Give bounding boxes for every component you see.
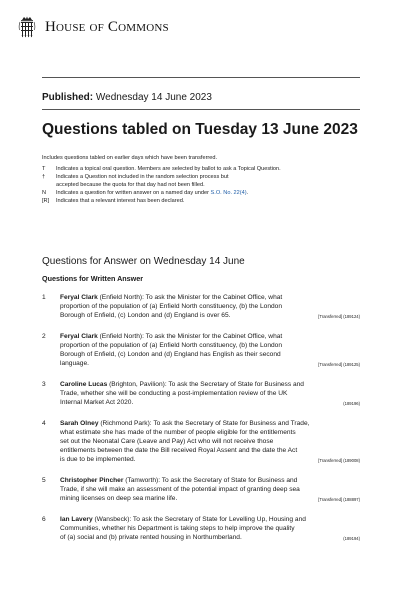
legend (42, 165, 281, 205)
question-text: (Tamworth): To ask the Secretary of State for Business and (123, 477, 298, 484)
question-number: 1 (42, 294, 46, 301)
question-reference: [Transferred] (189124) (318, 314, 360, 319)
question-text: entitlements between the date the Bill received Royal Assent and the date the Act (60, 447, 298, 454)
middle-divider (42, 109, 360, 110)
question-body (60, 419, 360, 464)
question-number: 5 (42, 477, 46, 484)
legend-text: Indicates that a relevant interest has been declared. (56, 198, 185, 204)
question-text: mining licenses on deep sea marine life. (60, 495, 178, 502)
legend-item-named-day (42, 189, 281, 197)
intro-text: Includes questions tabled on earlier days which have been transferred. (42, 155, 218, 161)
question-text: (Wansbeck): To ask the Secretary of State for Levelling Up, Housing and (92, 516, 306, 523)
portcullis-icon (17, 16, 37, 38)
question-body (60, 476, 360, 503)
question-reference: [Transferred] (189008) (318, 458, 360, 463)
published-label: Published: (42, 92, 94, 103)
question-number: 2 (42, 333, 46, 340)
legend-item-topical (42, 165, 281, 173)
legend-symbol: [R] (42, 198, 50, 204)
question-reference: (189194) (343, 536, 360, 541)
question-body (60, 515, 360, 542)
question-body (60, 293, 360, 320)
question-text: Trade, whether she will be conducting a post-implementation review of the UK (60, 390, 288, 397)
page-title: Questions tabled on Tuesday 13 June 2023 (42, 121, 358, 138)
legend-item-not-random (42, 173, 281, 181)
question-text: proportion of the population of (a) Enfield North constituency, (b) the London (60, 303, 283, 310)
question-text: set out the Neonatal Care (Leave and Pay) Act who will not receive those (60, 438, 274, 445)
house-title: House of Commons (45, 18, 169, 35)
question-text: Borough of Enfield, (c) London and (d) England has English as their second (60, 351, 281, 358)
question-text: (Enfield North): To ask the Minister for the Cabinet Office, what (97, 294, 283, 301)
legend-item-relevant-interest (42, 197, 281, 205)
published-date: Wednesday 14 June 2023 (95, 92, 212, 103)
question-text: what estimate she has made of the number of people eligible for the entitlements (60, 429, 296, 436)
legend-symbol: N (42, 190, 47, 196)
legend-text-end: . (246, 190, 249, 196)
legend-item-not-random-cont (42, 181, 281, 189)
question-body (60, 332, 360, 368)
question-text: is due to be implemented. (60, 456, 136, 463)
section-title: Questions for Answer on Wednesday 14 June (42, 256, 245, 267)
legend-text: accepted because the quota for that day had not been filled. (56, 182, 205, 188)
question-number: 6 (42, 516, 46, 523)
member-name: Feryal Clark (60, 333, 98, 340)
question-reference: [Transferred] (188897) (318, 497, 360, 502)
published-line (42, 92, 212, 103)
subsection-title: Questions for Written Answer (42, 274, 144, 283)
question-reference: [Transferred] (189125) (318, 362, 360, 367)
member-name: Feryal Clark (60, 294, 98, 301)
question-number: 4 (42, 420, 46, 427)
member-name: Christopher Pincher (60, 477, 124, 484)
legend-symbol: † (42, 174, 46, 180)
legend-text: Indicates a question for written answer on a named day under (56, 190, 211, 196)
page-header (17, 16, 169, 38)
standing-order-link[interactable]: S.O. No. 22(4) (210, 190, 247, 196)
question-text: Communities, whether his Department is taking steps to help improve the quality (60, 525, 295, 532)
question-text: (Enfield North): To ask the Minister for the Cabinet Office, what (97, 333, 283, 340)
question-body (60, 380, 360, 407)
legend-text: Indicates a topical oral question. Members are selected by ballot to ask a Topical Question. (56, 166, 281, 172)
legend-symbol: T (42, 166, 46, 172)
member-name: Caroline Lucas (60, 381, 108, 388)
question-text: (Brighton, Pavilion): To ask the Secretary of State for Business and (107, 381, 304, 388)
question-text: Borough of Enfield, (c) London and (d) England is over 65. (60, 312, 231, 319)
member-name: Sarah Olney (60, 420, 99, 427)
question-reference: (189196) (343, 401, 360, 406)
question-number: 3 (42, 381, 46, 388)
question-text: proportion of the population of (a) Enfield North constituency, (b) the London (60, 342, 283, 349)
member-name: Ian Lavery (60, 516, 93, 523)
question-text: Trade, if she will make an assessment of the potential impact of granting deep sea (60, 486, 300, 493)
top-divider (42, 77, 360, 78)
question-text: Internal Market Act 2020. (60, 399, 134, 406)
question-text: language. (60, 360, 89, 367)
question-text: of (a) social and (b) private rented housing in Northumberland. (60, 534, 242, 541)
legend-text: Indicates a Question not included in the random selection process but (56, 174, 229, 180)
question-text: (Richmond Park): To ask the Secretary of State for Business and Trade, (98, 420, 310, 427)
